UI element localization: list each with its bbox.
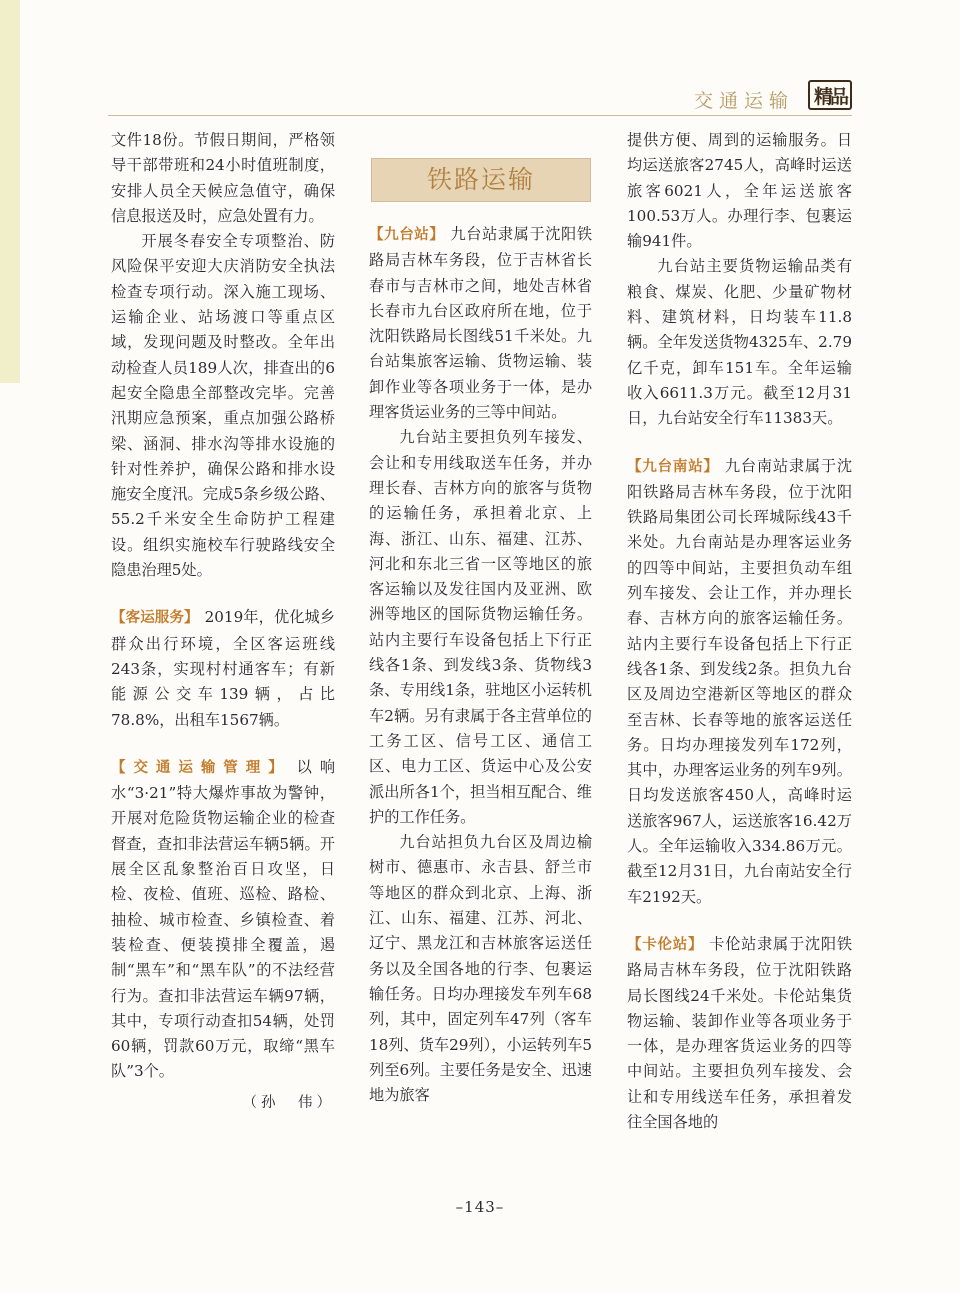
entry-tag: 【九台南站】	[627, 458, 719, 475]
margin-color-stripe	[0, 0, 20, 383]
entry-text: 九台站隶属于沈阳铁路局吉林车务段，位于吉林省长春市与吉林市之间，地处吉林省长春市九台区政府所在地，位于沈阳铁路局长图线51千米处。九台站集旅客运输、货物运输、装卸作业等各项业务于一体，是办理客货运业务的三等中间站。	[369, 225, 593, 422]
author-credit: （孙 伟）	[242, 1094, 335, 1111]
brand-logo: 精品	[808, 80, 852, 110]
entry-tag: 【客运服务】	[111, 610, 199, 627]
entry-text: 卡伦站隶属于沈阳铁路局吉林车务段，位于沈阳铁路局长图线24千米处。卡伦站集货物运输、装卸作业等各项业务于一体，是办理客货运业务的四等中间站。主要担负列车接发、会让和专用线送车任务，承担着发往全国各地的	[627, 934, 853, 1131]
jiutai-south-station-paragraph	[627, 454, 852, 910]
column-right	[627, 128, 852, 1135]
paragraph: 九台站担负九台区及周边榆树市、德惠市、永吉县、舒兰市等地区的群众到北京、上海、浙江、山东、福建、江苏、河北、辽宁、黑龙江和吉林旅客运送任务以及全国各地的行李、包裹运输任务。日均办理接发车列车68列，其中，固定列车47列（客车18列、货车29列），小运转列车5列至6列。主要任务是安全、迅速地为旅客	[369, 833, 592, 1105]
section-title: 交通运输	[693, 90, 794, 112]
paragraph: 九台站主要货物运输品类有粮食、煤炭、化肥、少量矿物材料、建筑材料，日均装车11.8辆。全年发送货物4325车、2.79亿千克，卸车151车。全年运输收入6611.3万元。截至12月31日，九台站安全行车11383天。	[627, 257, 852, 428]
entry-tag: 【交通运输管理】	[111, 759, 291, 776]
column-middle	[369, 128, 592, 1108]
header-divider	[108, 115, 852, 116]
entry-tag: 【九台站】	[369, 227, 445, 243]
column-left	[111, 128, 335, 1116]
entry-text: 2019年，优化城乡群众出行环境，全区客运班线243条，实现村村通客车；有新能源公交车139辆，占比78.8%，出租车1567辆。	[111, 608, 335, 729]
page-header	[108, 80, 852, 116]
entry-tag: 【卡伦站】	[627, 936, 704, 953]
paragraph: 提供方便、周到的运输服务。日均运送旅客2745人，高峰时运送旅客6021人，全年运送旅客100.53万人。办理行李、包裹运输941件。	[627, 131, 852, 251]
paragraph: 开展冬春安全专项整治、防风险保平安迎大庆消防安全执法检查专项行动。深入施工现场、运输企业、站场渡口等重点区域，发现问题及时整改。全年出动检查人员189人次，排查出的6起安全隐患全部整改完毕。完善汛期应急预案，重点加强公路桥梁、涵洞、排水沟等排水设施的针对性养护，确保公路和排水设施安全度汛。完成5条乡级公路、55.2千米安全生命防护工程建设。组织实施校车行驶路线安全隐患治理5处。	[111, 232, 335, 580]
transport-management-paragraph	[111, 755, 335, 1085]
jiutai-station-paragraph	[369, 222, 592, 425]
entry-text: 以响水“3·21”特大爆炸事故为警钟，开展对危险货物运输企业的检查督查，查扣非法营运车辆5辆。开展全区乱象整治百日攻坚，日检、夜检、值班、巡检、路检、抽检、城市检查、乡镇检查、着装检查、便装摸排全覆盖，遏制“黑车”和“黑车队”的不法经营行为。查扣非法营运车辆97辆，其中，专项行动查扣54辆，处罚60辆，罚款60万元，取缔“黑车队”3个。	[111, 757, 336, 1081]
page-number: –143–	[455, 1198, 505, 1216]
section-banner: 铁路运输	[371, 158, 591, 202]
kalun-station-paragraph	[627, 932, 852, 1135]
paragraph: 文件18份。节假日期间，严格领导干部带班和24小时值班制度，安排人员全天候应急值守，确保信息报送及时，应急处置有力。	[111, 131, 335, 225]
paragraph: 九台站主要担负列车接发、会让和专用线取送车任务，并办理长春、吉林方向的旅客与货物的运输任务，承担着北京、上海、浙江、山东、福建、江苏、河北和东北三省一区等地区的旅客运输以及发往国内及亚洲、欧洲等地区的国际货物运输任务。站内主要行车设备包括上下行正线各1条、到发线3条、货物线3条、专用线1条，驻地区小运转机车2辆。另有隶属于各主营单位的工务工区、信号工区、通信工区、电力工区、货运中心及公安派出所各1个，担当相互配合、维护的工作任务。	[369, 428, 592, 826]
passenger-service-paragraph	[111, 605, 335, 732]
entry-text: 九台南站隶属于沈阳铁路局吉林车务段，位于沈阳铁路局集团公司长珲城际线43千米处。九台南站是办理客运业务的四等中间站，主要担负动车组列车接发、会让工作，并办理长春、吉林方向的旅客运输任务。站内主要行车设备包括上下行正线各1条、到发线2条。担负九台区及周边空港新区等地区的群众至吉林、长春等地的旅客运送任务。日均办理接发列车172列，其中，办理客运业务的列车9列。日均发送旅客450人，高峰时运送旅客967人，运送旅客16.42万人。全年运输收入334.86万元。截至12月31日，九台南站安全行车2192天。	[627, 456, 853, 906]
